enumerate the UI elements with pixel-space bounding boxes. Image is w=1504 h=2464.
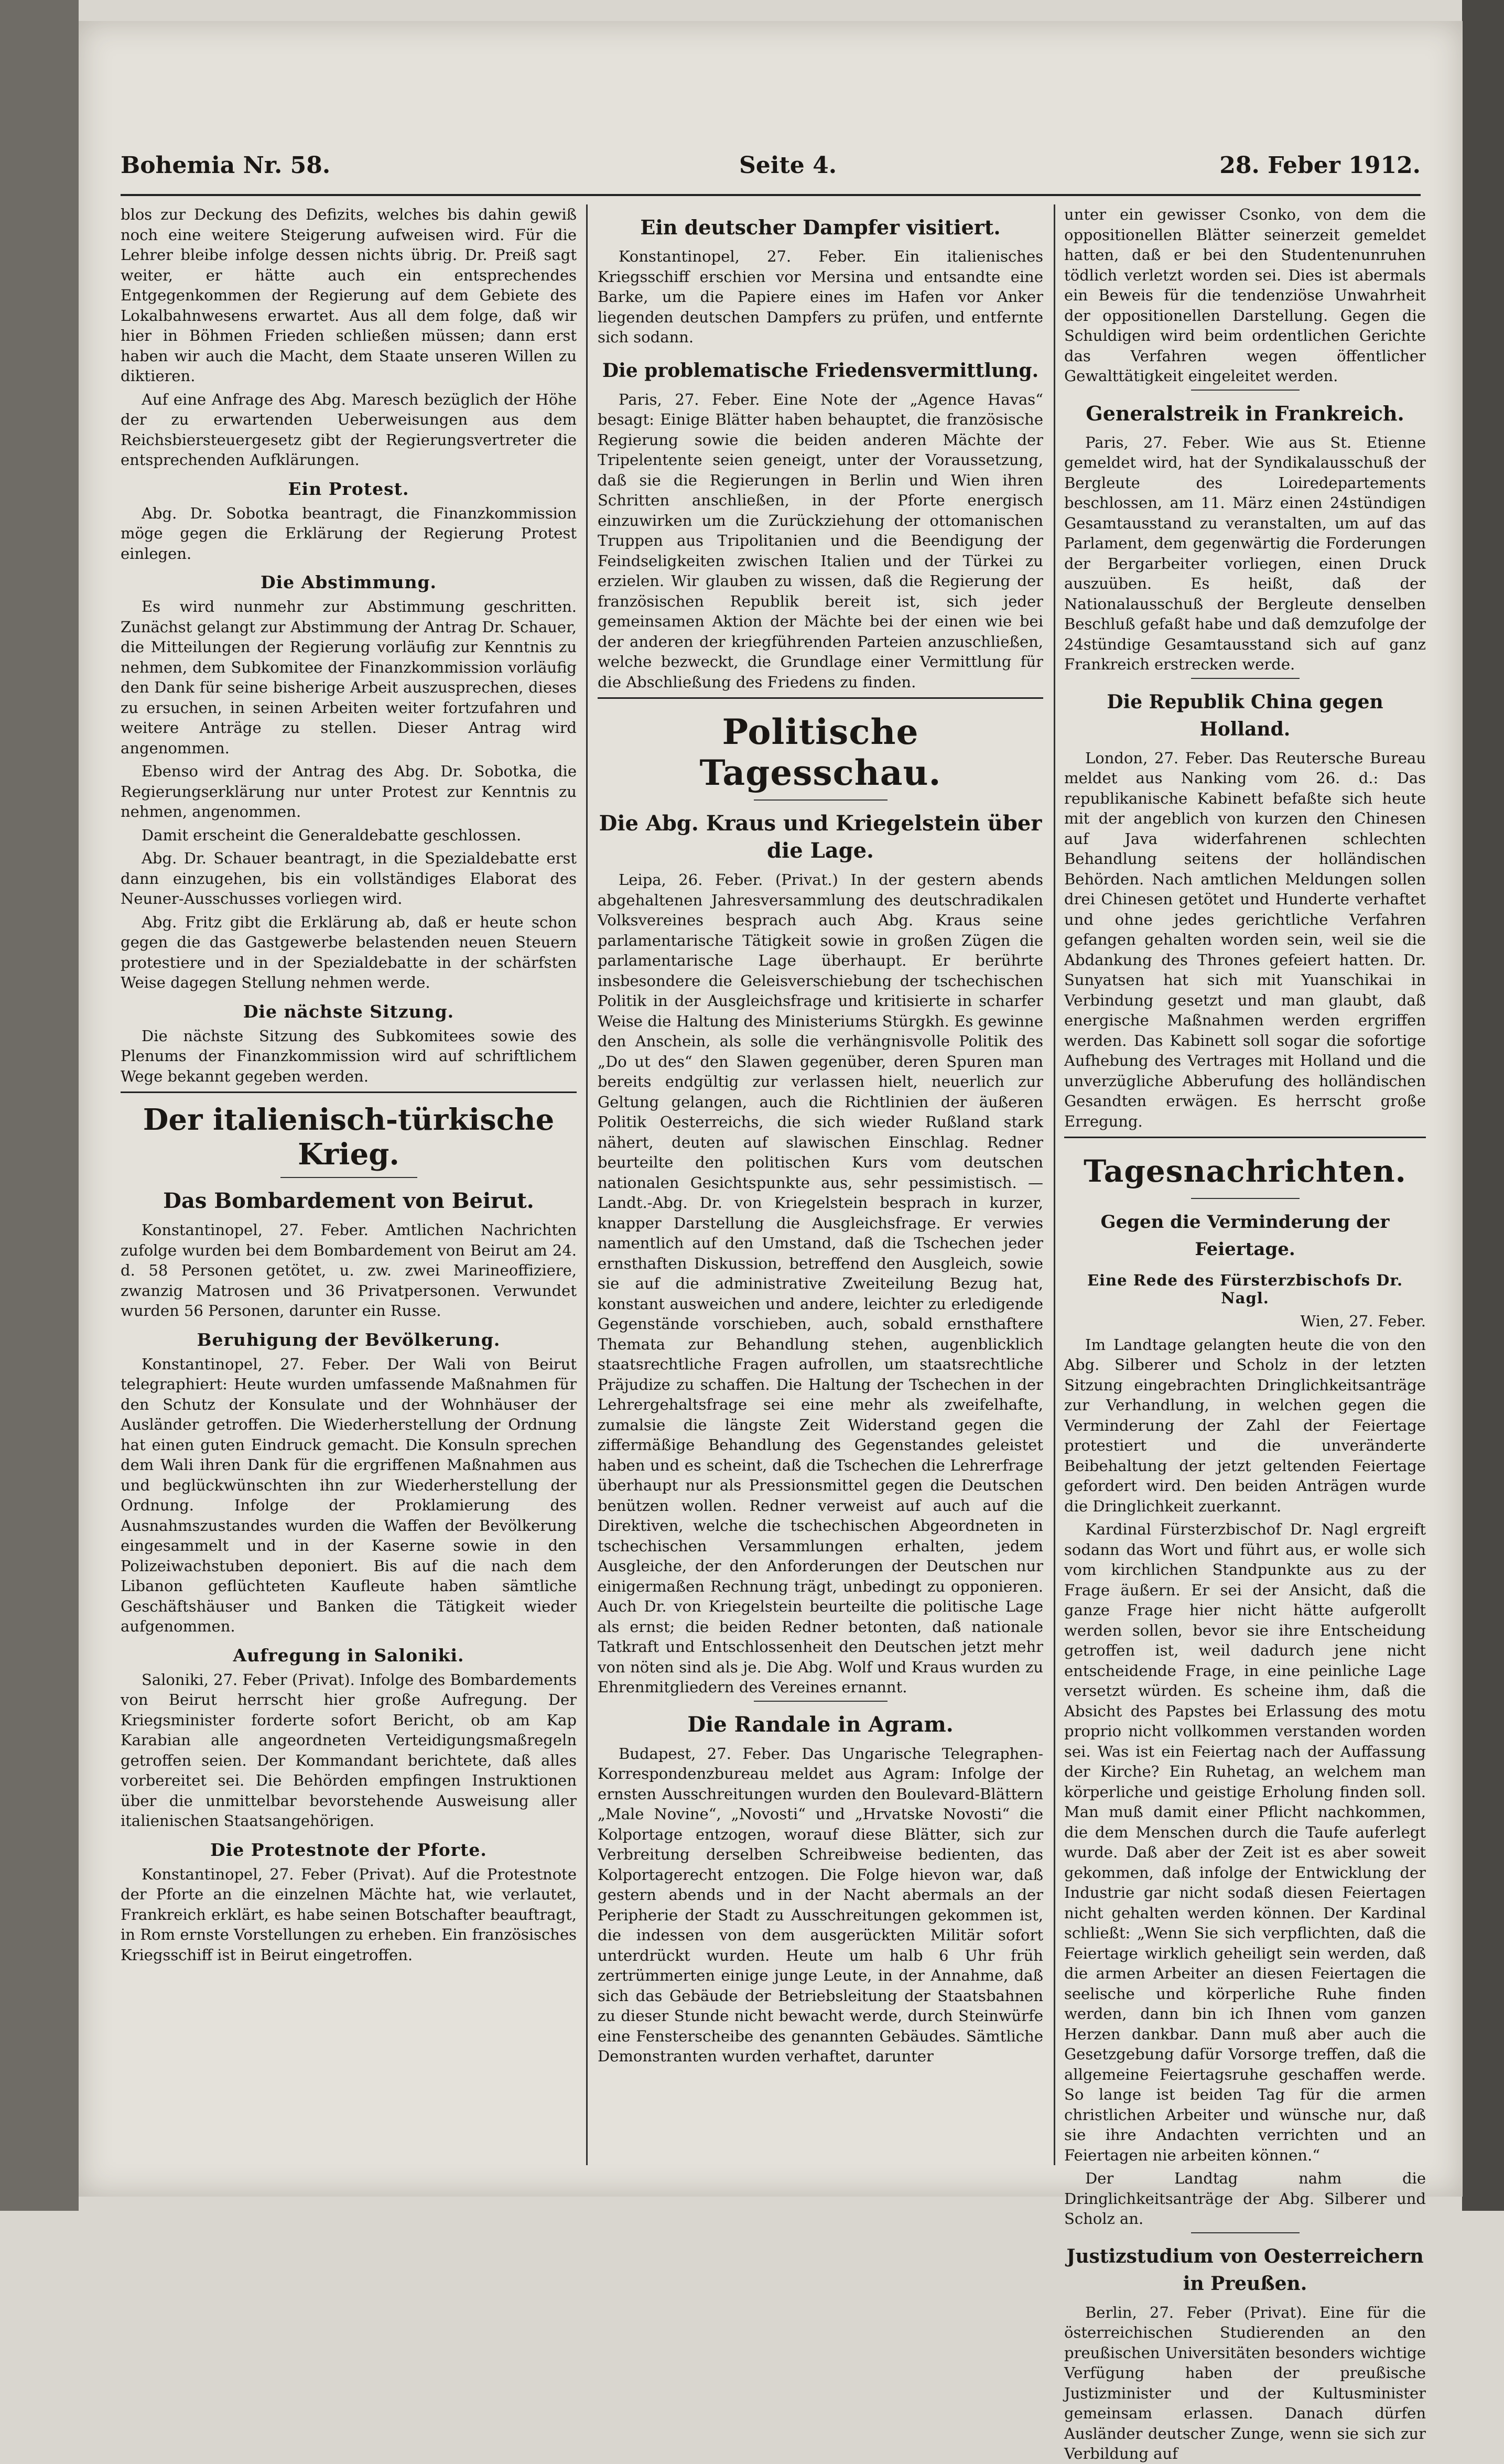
article-headline: Die problematische Friedensvermittlung. — [602, 359, 1039, 382]
article-text: Es wird nunmehr zur Abstimmung geschritten. Zunächst gelangt zur Abstimmung der Antrag Dr. Schauer, die Mitteilungen der Regierung vorläufig zur Kenntnis zu nehmen, dem Subkomitee der Finanzkommission vorläufig den Dank für seine bisherige Arbeit auszusprechen, dieses zu ersuchen, in seinen Arbeiten weiter fortzufahren und weitere Anträge zu stellen. Dieser Antrag wird angenommen. — [121, 598, 577, 757]
dateline: Wien, 27. Feber. — [1300, 1312, 1426, 1330]
column-1 — [121, 204, 577, 2165]
newspaper-page — [79, 21, 1463, 2462]
article-headline: Generalstreik in Frankreich. — [1086, 401, 1404, 425]
article-text: Budapest, 27. Feber. Das Ungarische Telegraphen-Korrespondenzbureau meldet aus Agram: Infolge der ernsten Ausschreitungen wurden den Boulevard-Blättern „Male Novine“, „Novosti“ und „Hrvatske Novosti“ die Kolportage entzogen, worauf diese Blätter, sich zur Verbreitung derselben Schreibweise bedienten, das Kolportagerecht entzogen. Die Folge hievon war, daß gestern abends und in der Nacht abermals an der Peripherie der Stadt zu Ausschreitungen gekommen ist, die indessen von dem ausgerückten Militär sofort unterdrückt wurden. Heute um halb 6 Uhr früh zertrümmerten einige junge Leute, in der Annahme, daß sich das Gebäude der Betriebsleitung der Staatsbahnen zu dieser Stunde nicht bewacht werde, durch Steinwürfe eine Fensterscheibe des genannten Gebäudes. Sämtliche Demonstranten wurden verhaftet, darunter — [598, 1744, 1043, 2065]
article-headline: Die Abg. Kraus und Kriegelstein über die Lage. — [599, 811, 1042, 863]
page-header — [121, 152, 1421, 189]
section-headline: Politische Tagesschau. — [699, 711, 942, 793]
section-headline: Tagesnachrichten. — [1084, 1153, 1406, 1189]
article-text: Berlin, 27. Feber (Privat). Eine für die österreichischen Studierenden an den preußischen Universitäten besonders wichtige Verfügung haben der preußische Justizminister und der Kultusminister gemeinsam erlassen. Danach dürfen Ausländer deutscher Zunge, wenn sie sich zur Verbildung auf — [1064, 2303, 1426, 2462]
article-headline: Ein deutscher Dampfer visitiert. — [640, 215, 1001, 239]
subheading: Beruhigung der Bevölkerung. — [197, 1329, 501, 1350]
article-text: Auf eine Anfrage des Abg. Maresch bezüglich der Höhe der zu erwartenden Ueberweisungen aus dem Reichsbiersteuergesetz gibt der Regierungsvertreter die entsprechenden Aufklärungen. — [121, 390, 577, 469]
article-text: Konstantinopel, 27. Feber. Der Wali von Beirut telegraphiert: Heute wurden umfassende Maßnahmen für den Schutz der Konsulate und der Wohnhäuser der Ausländer getroffen. Die Wiederherstellung der Ordnung hat einen guten Eindruck gemacht. Die Konsuln sprechen dem Wali ihren Dank für die ergriffenen Maßnahmen aus und beglückwünschten ihn zur Wiederherstellung der Ordnung. Infolge der Proklamierung des Ausnahmszustandes wurden die Waffen der Bevölkerung eingesammelt und in der Kaserne sowie in den Polizeiwachstuben deponiert. Bis auf die nach dem Libanon geflüchteten Kaufleute haben sämtliche Geschäftshäuser und Banken die Tätigkeit wieder aufgenommen. — [121, 1355, 577, 1635]
article-text: Kardinal Fürsterzbischof Dr. Nagl ergreift sodann das Wort und führt aus, er wolle sich vom kirchlichen Standpunkte aus zu der Frage äußern. Er sei der Ansicht, daß die ganze Frage hier nicht hätte aufgerollt werden sollen, bevor sie ihre Entscheidung getroffen ist, weil dadurch jene nicht entscheidende Frage, in eine peinliche Lage versetzt würden. Es scheine ihm, daß die Absicht des Papstes bei Erlassung des motu proprio nicht vollkommen verstanden worden sei. Was ist ein Feiertag nach der Auffassung der Kirche? Ein Ruhetag, an welchem man körperliche und geistige Erholung finden soll. Man muß damit einer Pflicht nachkommen, die dem Menschen durch die Taufe auferlegt wurde. Daß aber der Zeit ist es aber soweit gekommen, daß infolge der Entwicklung der Industrie gar nicht sodaß diesen Feiertagen nicht gehalten werden können. Der Kardinal schließt: „Wenn Sie sich verpflichten, daß die Feiertage wirklich geheiligt sein werden, daß die armen Arbeiter an diesen Feiertagen die seelische und körperliche Ruhe finden werden, dann bin ich Ihnen vom ganzen Herzen dankbar. Dann muß aber auch die Gesetzgebung dafür Vorsorge treffen, daß die allgemeine Feiertagsruhe geschaffen werde. So lange ist beiden Tag für die armen christlichen Arbeiter und wünsche nur, daß sie ihre Andachten verrichten und an Feiertagen nie arbeiten können.“ — [1064, 1520, 1426, 2164]
section-rule — [121, 1091, 577, 1093]
article-text: blos zur Deckung des Defizits, welches bis dahin gewiß noch eine weitere Steigerung aufweisen wird. Für die Lehrer bleibe infolge dessen nichts übrig. Dr. Preiß sagt weiter, er hätte auch ein entsprechendes Entgegenkommen der Regierung auf dem Gebiete des Lokalbahnwesens erwartet. Aus all dem folge, daß wir hier in Böhmen Frieden schließen müssen; dann erst haben wir auch die Macht, dem Staate unseren Willen zu diktieren. — [121, 206, 577, 385]
article-text: Leipa, 26. Feber. (Privat.) In der gestern abends abgehaltenen Jahresversammlung des deutschradikalen Volksvereines besprach auch Abg. Kraus seine parlamentarische Tätigkeit sowie in großen Zügen die parlamentarische Lage überhaupt. Er berührte insbesondere die Geleisverschiebung der tschechischen Politik in der Ausgleichsfrage und kritisierte in scharfer Weise die Haltung des Ministeriums Stürgkh. Es gewinne den Anschein, als solle die verhängnisvolle Politik des „Do ut des“ den Slawen gegenüber, deren Spuren man bereits endgültig zur verlassen hielt, neuerlich zur Geltung gelangen, auch die Richtlinien der äußeren Politik Oesterreichs, die sich wieder Rußland stark nähert, deuten auf slawischen Einschlag. Redner beurteilte den politischen Kurs vom deutschen nationalen Gesichtspunkte aus, sehr pessimistisch. — Landt.-Abg. Dr. von Kriegelstein besprach in kurzer, knapper Darstellung die Ausgleichsfrage. Er verwies namentlich auf den Umstand, daß die Tschechen jeder ernsthaften Diskussion, betreffend den Ausgleich, sowie sie auf die administrative Zweiteilung Bezug hat, konstant ausweichen und andere, leichter zu erledigende Gegenstände vorschieben, auch, sobald ernsthaftere Themata zur Behandlung stehen, augenblicklich staatsrechtliche Fragen aufrollen, um staatsrechtliche Präjudize zu schaffen. Die Haltung der Tschechen in der Lehrergehaltsfrage sei eine mehr als zweifelhafte, zumalsie die längste Zeit Widerstand gegen die ziffermäßige Behandlung des Gegenstandes geleistet haben und es scheint, daß die Tschechen die Lehrerfrage überhaupt nur als Pressionsmittel gegen die Deutschen benützen wollen. Redner verweist auf auch auf die Direktiven, welche die tschechischen Abgeordneten in tschechischen Versammlungen erhalten, jedem Ausgleiche, der den Anforderungen der Deutschen nur einigermaßen Rechnung trägt, unbedingt zu opponieren. Auch Dr. von Kriegelstein beurteilte die politische Lage als ernst; die beiden Redner betonten, daß nationale Tatkraft und Entschlossenheit den Deutschen jetzt mehr von nöten sind als je. Die Abg. Wolf und Kraus wurden zu Ehrenmitgliedern des Vereines ernannt. — [598, 871, 1043, 1696]
subheading: Die Abstimmung. — [260, 572, 437, 592]
article-text: London, 27. Feber. Das Reutersche Bureau meldet aus Nanking vom 26. d.: Das republikanische Kabinett befaßte sich heute mit der angeblich von kurzen den Chinesen auf Java widerfahrenen schlechten Behandlung seitens der holländischen Behörden. Nach amtlichen Meldungen sollen drei Chinesen getötet und Hunderte verhaftet und ohne jedes gerichtliche Verfahren gefangen gehalten worden sein, weil sie die Abdankung des Thrones gefeiert hatten. Dr. Sunyatsen hat sich mit Yuanschikai in Verbindung gesetzt und man glaubt, daß energische Maßnahmen werden ergriffen werden. Das Kabinett soll sogar die sofortige Aufhebung des Vertrages mit Holland und die unverzügliche Abberufung des holländischen Gesandten erwägen. Es herrscht große Erregung. — [1064, 749, 1426, 1130]
article-text: Paris, 27. Feber. Eine Note der „Agence Havas“ besagt: Einige Blätter haben behauptet, die französische Regierung sowie die beiden anderen Mächte der Tripelentente seien geneigt, unter der Voraussetzung, daß sie die Regierungen in Berlin und Wien ihren Schritten anschließen, in der Pforte energisch einzuwirken um die Zurückziehung der ottomanischen Truppen aus Tripolitanien und die Beendigung der Feindseligkeiten zwischen Italien und der Türkei zu erzielen. Wir glauben zu wissen, daß die Regierung der französischen Republik bereit ist, sich jeder gemeinsamen Aktion der Mächte bei der einen wie bei der anderen der kriegführenden Parteien anzuschließen, welche bezweckt, die Grundlage einer Vermittlung für die Abschließung des Friedens zu finden. — [598, 390, 1043, 691]
short-rule — [754, 1701, 888, 1702]
article-text: Die nächste Sitzung des Subkomitees sowie des Plenums der Finanzkommission wird auf schriftlichem Wege bekannt gegeben werden. — [121, 1026, 577, 1085]
article-text: Damit erscheint die Generaldebatte geschlossen. — [142, 826, 522, 844]
column-3 — [1064, 204, 1426, 2462]
article-text: Ebenso wird der Antrag des Abg. Dr. Sobotka, die Regierungserklärung nur unter Protest zur Kenntnis zu nehmen, angenommen. — [121, 762, 577, 820]
short-rule — [1191, 678, 1300, 679]
subheading: Die Protestnote der Pforte. — [210, 1839, 487, 1860]
subheading: Eine Rede des Fürsterzbischofs Dr. Nagl. — [1087, 1271, 1403, 1307]
short-rule — [1191, 1198, 1300, 1199]
column-rule — [586, 204, 588, 2165]
masthead-issue: Bohemia Nr. 58. — [121, 152, 331, 179]
header-rule — [121, 194, 1421, 196]
subheading: Aufregung in Saloniki. — [233, 1645, 464, 1666]
article-text: Konstantinopel, 27. Feber. Ein italienisches Kriegsschiff erschien vor Mersina und entsandte eine Barke, um die Papiere eines im Hafen vor Anker liegenden deutschen Dampfers zu prüfen, und entfernte sich sodann. — [598, 247, 1043, 346]
short-rule — [280, 1177, 417, 1178]
article-text: Paris, 27. Feber. Wie aus St. Etienne gemeldet wird, hat der Syndikalausschuß der Bergleute des Loiredepartements beschlossen, am 11. März einen 24stündigen Gesamtausstand zu veranstalten, um auf das Parlament, dem gegenwärtig die Forderungen der Bergarbeiter vorliegen, einen Druck auszuüben. Es heißt, daß der Nationalausschuß der Bergleute denselben Beschluß gefaßt habe und daß demzufolge der 24stündige Gesamtausstand sich auf ganz Frankreich erstrecken werde. — [1064, 433, 1426, 673]
article-text: Konstantinopel, 27. Feber. Amtlichen Nachrichten zufolge wurden bei dem Bombardement von Beirut am 24. d. 58 Personen getötet, u. zw. zwei Marineoffiziere, zwanzig Matrosen und 36 Privatpersonen. Verwundet wurden 56 Personen, darunter ein Russe. — [121, 1221, 577, 1320]
column-2 — [598, 204, 1043, 2165]
section-headline: Der italienisch-türkische Krieg. — [143, 1103, 555, 1172]
article-text: Der Landtag nahm die Dringlichkeitsanträge der Abg. Silberer und Scholz an. — [1064, 2169, 1426, 2228]
scan-border-left — [0, 0, 79, 2211]
subheading: Die nächste Sitzung. — [243, 1001, 455, 1022]
article-text: unter ein gewisser Csonko, von dem die oppositionellen Blätter seinerzeit gemeldet hatten, daß er bei den Studentenunruhen tödlich verletzt worden sei. Dies ist abermals ein Beweis für die tendenziöse Unwahrheit der oppositionellen Darstellung. Gegen die Schuldigen wird beim ordentlichen Gerichte das Verfahren wegen öffentlicher Gewalttätigkeit eingeleitet werden. — [1064, 206, 1426, 385]
short-rule — [1191, 390, 1300, 391]
short-rule — [1191, 2232, 1300, 2233]
page-number: Seite 4. — [739, 152, 837, 179]
article-headline: Gegen die Verminderung der Feiertage. — [1100, 1212, 1390, 1260]
article-text: Abg. Fritz gibt die Erklärung ab, daß er heute schon gegen die das Gastgewerbe belastenden neuen Steuern protestiere und in der Spezialdebatte in der schärfsten Weise dagegen Stellung nehmen werde. — [121, 913, 577, 991]
short-rule — [754, 799, 888, 801]
scan-border-right — [1462, 0, 1504, 2211]
subheading: Ein Protest. — [288, 478, 409, 499]
section-rule — [1064, 1137, 1426, 1138]
article-text: Saloniki, 27. Feber (Privat). Infolge des Bombardements von Beirut herrscht hier große Aufregung. Der Kriegsminister forderte sofort Bericht, ob am Kap Karabian alle angeordneten Verteidigungsmaßregeln getroffen seien. Der Kommandant berichtete, daß alles vorbereitet sei. Die Behörden empfingen Instruktionen über die unmittelbar bevorstehende Ausweisung aller italienischen Staatsangehörigen. — [121, 1670, 577, 1830]
column-rule — [1054, 204, 1055, 2165]
article-text: Im Landtage gelangten heute die von den Abg. Silberer und Scholz in der letzten Sitzung eingebrachten Dringlichkeitsanträge zur Verhandlung, in welchen gegen die Verminderung der Zahl der Feiertage protestiert und die unveränderte Beibehaltung der jetzt geltenden Feiertage gefordert wird. Den beiden Anträgen wurde die Dringlichkeit zuerkannt. — [1064, 1335, 1426, 1515]
article-text: Abg. Dr. Schauer beantragt, in die Spezialdebatte erst dann einzugehen, bis ein vollständiges Elaborat des Neuner-Ausschusses vorliegen wird. — [121, 849, 577, 907]
article-text: Abg. Dr. Sobotka beantragt, die Finanzkommission möge gegen die Erklärung der Regierung Protest einlegen. — [121, 504, 577, 563]
article-headline: Das Bombardement von Beirut. — [163, 1188, 534, 1213]
article-headline: Die Randale in Agram. — [687, 1712, 954, 1737]
article-headline: Justizstudium von Oesterreichern in Preußen. — [1066, 2245, 1424, 2295]
article-text: Konstantinopel, 27. Feber (Privat). Auf die Protestnote der Pforte an die einzelnen Mächte hat, wie verlautet, Frankreich erklärt, es habe seinen Botschafter beauftragt, in Rom ernste Vorstellungen zu erheben. Ein französisches Kriegsschiff ist in Beirut eingetroffen. — [121, 1865, 577, 1964]
issue-date: 28. Feber 1912. — [1219, 152, 1421, 179]
article-headline: Die Republik China gegen Holland. — [1107, 690, 1383, 740]
section-rule — [598, 697, 1043, 699]
